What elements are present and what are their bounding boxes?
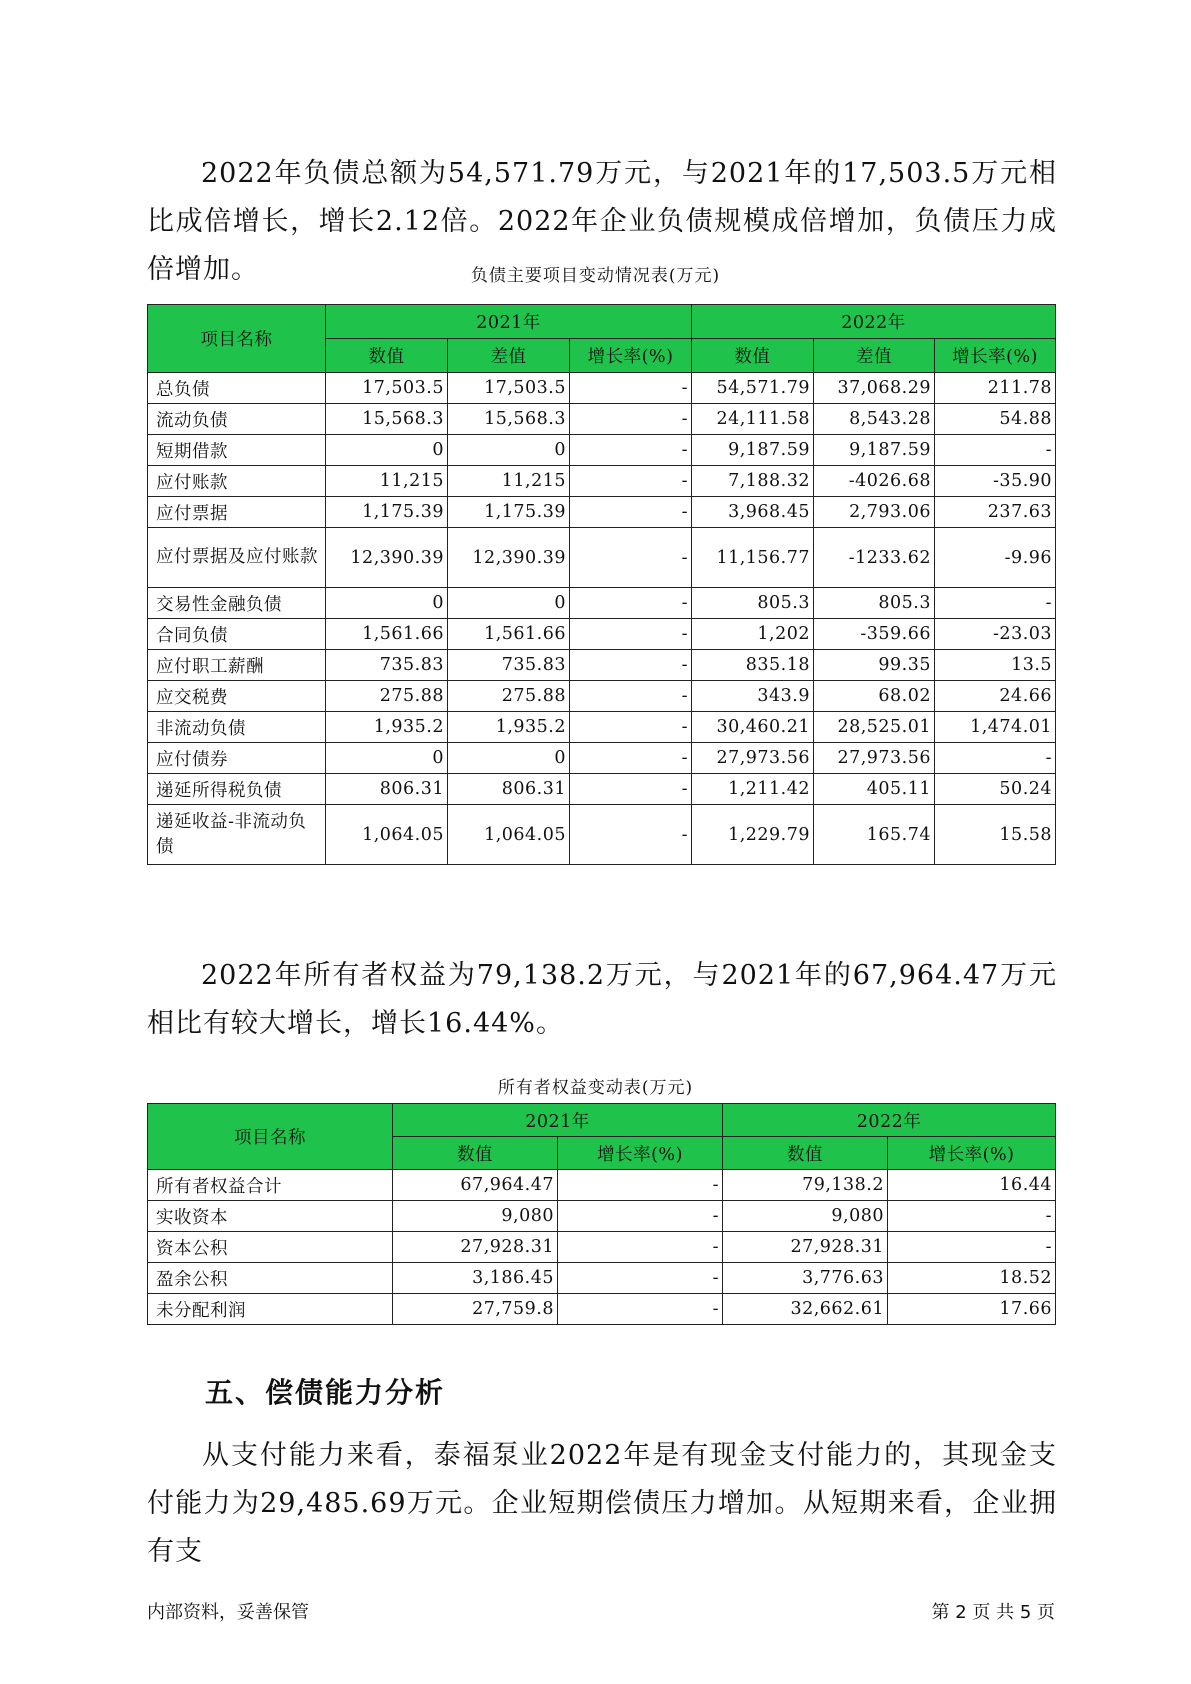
footer-confidential-note: 内部资料，妥善保管	[147, 1602, 309, 1623]
cell-v22: 79,138.2	[723, 1170, 888, 1201]
cell-d21: 0	[448, 588, 570, 619]
header-growth: 增长率(%)	[935, 339, 1056, 373]
row-label: 应付职工薪酬	[148, 650, 326, 681]
cell-v21: 3,186.45	[393, 1263, 558, 1294]
cell-v22: 9,187.59	[692, 435, 814, 466]
row-label: 应付账款	[148, 466, 326, 497]
cell-v21: 17,503.5	[326, 373, 448, 404]
cell-g22: 15.58	[935, 805, 1056, 865]
cell-g21: -	[570, 373, 692, 404]
cell-v22: 1,229.79	[692, 805, 814, 865]
table-row	[148, 712, 1056, 743]
cell-g22: 17.66	[888, 1294, 1056, 1325]
row-label: 非流动负债	[148, 712, 326, 743]
cell-v22: 1,202	[692, 619, 814, 650]
cell-v21: 27,928.31	[393, 1232, 558, 1263]
cell-v21: 67,964.47	[393, 1170, 558, 1201]
cell-d21: 1,561.66	[448, 619, 570, 650]
cell-g21: -	[558, 1263, 723, 1294]
cell-v22: 7,188.32	[692, 466, 814, 497]
cell-v21: 1,175.39	[326, 497, 448, 528]
cell-v22: 805.3	[692, 588, 814, 619]
cell-g22: 237.63	[935, 497, 1056, 528]
cell-v22: 343.9	[692, 681, 814, 712]
table-row	[148, 1201, 1056, 1232]
cell-d21: 1,064.05	[448, 805, 570, 865]
cell-v22: 30,460.21	[692, 712, 814, 743]
cell-v21: 1,935.2	[326, 712, 448, 743]
liability-table-caption: 负债主要项目变动情况表(万元)	[470, 266, 721, 286]
cell-d21: 735.83	[448, 650, 570, 681]
cell-d22: 805.3	[814, 588, 935, 619]
cell-d22: 37,068.29	[814, 373, 935, 404]
cell-g21: -	[570, 743, 692, 774]
cell-g22: -	[935, 435, 1056, 466]
section-heading: 五、偿债能力分析	[205, 1376, 446, 1409]
footer-page-number: 第 2 页 共 5 页	[931, 1602, 1055, 1623]
cell-v22: 27,973.56	[692, 743, 814, 774]
table-row	[148, 1294, 1056, 1325]
cell-g21: -	[558, 1170, 723, 1201]
header-value: 数值	[692, 339, 814, 373]
cell-d21: 1,935.2	[448, 712, 570, 743]
header-year-2021: 2021年	[326, 305, 692, 339]
cell-d22: 405.11	[814, 774, 935, 805]
row-label: 实收资本	[148, 1201, 393, 1232]
equity-summary-paragraph: 2022年所有者权益为79,138.2万元，与2021年的67,964.47万元相比有较大增长，增长16.44%。	[147, 960, 1057, 1039]
table-row	[148, 1232, 1056, 1263]
cell-g22: 18.52	[888, 1263, 1056, 1294]
row-label: 所有者权益合计	[148, 1170, 393, 1201]
equity-table-caption: 所有者权益变动表(万元)	[497, 1078, 694, 1098]
cell-g22: -	[888, 1201, 1056, 1232]
table-row	[148, 1263, 1056, 1294]
cell-d21: 806.31	[448, 774, 570, 805]
cell-g21: -	[570, 588, 692, 619]
row-label: 短期借款	[148, 435, 326, 466]
header-year-2022: 2022年	[692, 305, 1056, 339]
cell-g22: 50.24	[935, 774, 1056, 805]
cell-d22: 99.35	[814, 650, 935, 681]
cell-v21: 1,064.05	[326, 805, 448, 865]
cell-v21: 27,759.8	[393, 1294, 558, 1325]
cell-g22: 211.78	[935, 373, 1056, 404]
cell-d22: 28,525.01	[814, 712, 935, 743]
cell-v22: 24,111.58	[692, 404, 814, 435]
cell-g21: -	[570, 435, 692, 466]
cell-g22: -23.03	[935, 619, 1056, 650]
cell-v21: 1,561.66	[326, 619, 448, 650]
table-row	[148, 1170, 1056, 1201]
table-row	[148, 774, 1056, 805]
cell-v21: 0	[326, 588, 448, 619]
cell-g22: 54.88	[935, 404, 1056, 435]
row-label: 盈余公积	[148, 1263, 393, 1294]
cell-g22: 13.5	[935, 650, 1056, 681]
row-label: 递延所得税负债	[148, 774, 326, 805]
header-item-name: 项目名称	[148, 305, 326, 373]
cell-g22: -35.90	[935, 466, 1056, 497]
cell-d22: 165.74	[814, 805, 935, 865]
row-label: 总负债	[148, 373, 326, 404]
cell-d21: 17,503.5	[448, 373, 570, 404]
table-row	[148, 619, 1056, 650]
header-value: 数值	[723, 1137, 888, 1170]
cell-d21: 0	[448, 743, 570, 774]
table-row	[148, 650, 1056, 681]
cell-d21: 0	[448, 435, 570, 466]
row-label: 交易性金融负债	[148, 588, 326, 619]
cell-v22: 3,968.45	[692, 497, 814, 528]
cell-v22: 11,156.77	[692, 528, 814, 588]
solvency-paragraph: 从支付能力来看，泰福泵业2022年是有现金支付能力的，其现金支付能力为29,485.69万元。企业短期偿债压力增加。从短期来看，企业拥有支	[147, 1440, 1057, 1567]
cell-g22: -	[888, 1232, 1056, 1263]
row-label: 应付债券	[148, 743, 326, 774]
cell-g21: -	[570, 650, 692, 681]
cell-d22: -359.66	[814, 619, 935, 650]
equity-table	[147, 1103, 1056, 1325]
cell-v21: 806.31	[326, 774, 448, 805]
cell-d21: 1,175.39	[448, 497, 570, 528]
cell-v21: 11,215	[326, 466, 448, 497]
row-label: 应交税费	[148, 681, 326, 712]
row-label: 合同负债	[148, 619, 326, 650]
liability-summary-paragraph: 2022年负债总额为54,571.79万元，与2021年的17,503.5万元相比成倍增长，增长2.12倍。2022年企业负债规模成倍增加，负债压力成倍增加。	[147, 158, 1057, 285]
header-diff: 差值	[814, 339, 935, 373]
table-row	[148, 528, 1056, 588]
cell-g22: -9.96	[935, 528, 1056, 588]
table-row	[148, 805, 1056, 865]
cell-g21: -	[570, 712, 692, 743]
cell-d22: 27,973.56	[814, 743, 935, 774]
cell-v21: 275.88	[326, 681, 448, 712]
table-row	[148, 404, 1056, 435]
cell-d22: -1233.62	[814, 528, 935, 588]
cell-g22: 1,474.01	[935, 712, 1056, 743]
cell-d21: 15,568.3	[448, 404, 570, 435]
header-growth: 增长率(%)	[558, 1137, 723, 1170]
cell-g22: -	[935, 588, 1056, 619]
cell-d21: 12,390.39	[448, 528, 570, 588]
cell-v22: 3,776.63	[723, 1263, 888, 1294]
cell-v21: 0	[326, 743, 448, 774]
header-value: 数值	[326, 339, 448, 373]
cell-g22: 16.44	[888, 1170, 1056, 1201]
liability-table	[147, 304, 1056, 865]
cell-d21: 275.88	[448, 681, 570, 712]
cell-g21: -	[558, 1294, 723, 1325]
cell-g21: -	[570, 404, 692, 435]
table-row	[148, 466, 1056, 497]
cell-g22: 24.66	[935, 681, 1056, 712]
cell-d22: -4026.68	[814, 466, 935, 497]
cell-v21: 15,568.3	[326, 404, 448, 435]
cell-v22: 1,211.42	[692, 774, 814, 805]
header-item-name: 项目名称	[148, 1104, 393, 1170]
cell-v21: 12,390.39	[326, 528, 448, 588]
cell-d22: 8,543.28	[814, 404, 935, 435]
row-label: 流动负债	[148, 404, 326, 435]
table-row	[148, 743, 1056, 774]
header-growth: 增长率(%)	[570, 339, 692, 373]
cell-g21: -	[570, 528, 692, 588]
cell-g21: -	[558, 1201, 723, 1232]
row-label: 未分配利润	[148, 1294, 393, 1325]
row-label: 资本公积	[148, 1232, 393, 1263]
cell-g21: -	[558, 1232, 723, 1263]
cell-d22: 68.02	[814, 681, 935, 712]
cell-d22: 2,793.06	[814, 497, 935, 528]
table-row	[148, 681, 1056, 712]
row-label: 应付票据及应付账款	[148, 528, 326, 588]
cell-g21: -	[570, 774, 692, 805]
header-diff: 差值	[448, 339, 570, 373]
cell-d22: 9,187.59	[814, 435, 935, 466]
cell-v21: 0	[326, 435, 448, 466]
row-label: 应付票据	[148, 497, 326, 528]
table-row	[148, 435, 1056, 466]
cell-v22: 9,080	[723, 1201, 888, 1232]
table-row	[148, 497, 1056, 528]
header-growth: 增长率(%)	[888, 1137, 1056, 1170]
header-year-2021: 2021年	[393, 1104, 723, 1137]
cell-v21: 9,080	[393, 1201, 558, 1232]
cell-d21: 11,215	[448, 466, 570, 497]
cell-v22: 27,928.31	[723, 1232, 888, 1263]
header-value: 数值	[393, 1137, 558, 1170]
cell-v22: 54,571.79	[692, 373, 814, 404]
cell-g21: -	[570, 619, 692, 650]
cell-v22: 32,662.61	[723, 1294, 888, 1325]
table-row	[148, 588, 1056, 619]
cell-g21: -	[570, 497, 692, 528]
cell-g21: -	[570, 805, 692, 865]
cell-v21: 735.83	[326, 650, 448, 681]
row-label: 递延收益-非流动负债	[148, 805, 326, 865]
cell-v22: 835.18	[692, 650, 814, 681]
cell-g21: -	[570, 681, 692, 712]
header-year-2022: 2022年	[723, 1104, 1056, 1137]
cell-g22: -	[935, 743, 1056, 774]
table-row	[148, 373, 1056, 404]
cell-g21: -	[570, 466, 692, 497]
